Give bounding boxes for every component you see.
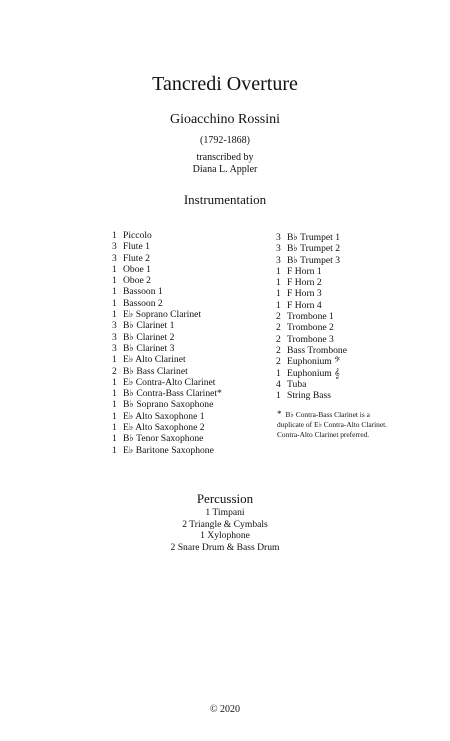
copyright-notice: © 2020: [209, 704, 241, 715]
transcriber-credit: [0, 152, 450, 176]
instrument-qty: 3: [276, 243, 281, 255]
instrument-row: [112, 343, 262, 354]
instrument-name: Trombone 3: [287, 333, 334, 345]
instrument-qty: 1: [276, 299, 281, 311]
instrument-row: [112, 264, 262, 275]
instrument-name: Bassoon 2: [123, 297, 163, 309]
instrument-row: [112, 286, 262, 297]
instrument-row: [112, 433, 262, 444]
instrument-name: B♭ Trumpet 1: [287, 232, 341, 243]
instrument-name: B♭ Clarinet 1: [123, 320, 175, 332]
instrument-row: [112, 320, 262, 331]
instrument-list-left: [112, 230, 262, 456]
instrument-qty: 1: [112, 444, 117, 456]
instrument-qty: 3: [276, 254, 281, 266]
instrument-row: [276, 311, 426, 322]
footnote: [277, 410, 437, 439]
instrument-name: E♭ Alto Saxophone 2: [123, 422, 205, 434]
instrument-name: B♭ Trumpet 2: [287, 243, 341, 255]
instrument-qty: 1: [276, 390, 281, 402]
instrument-qty: 1: [112, 354, 117, 366]
instrument-row: [112, 298, 262, 309]
transcriber-name: Diana L. Appler: [192, 164, 258, 175]
instrument-row: [112, 230, 262, 241]
instrument-name: Flute 1: [123, 241, 150, 253]
instrument-qty: 2: [276, 344, 281, 356]
instrument-row: [276, 379, 426, 390]
instrument-qty: 2: [276, 333, 281, 345]
instrument-name: Oboe 1: [123, 263, 151, 275]
instrument-name: B♭ Soprano Saxophone: [123, 399, 214, 411]
footnote-line: duplicate of E♭ Contra-Alto Clarinet.: [277, 419, 388, 429]
instrument-row: [276, 288, 426, 299]
instrument-row: [112, 275, 262, 286]
instrument-row: [112, 411, 262, 422]
instrument-name: B♭ Bass Clarinet: [123, 365, 188, 377]
instrument-row: [112, 445, 262, 456]
instrument-name: E♭ Soprano Clarinet: [123, 309, 202, 321]
instrument-row: [276, 334, 426, 345]
instrument-row: [112, 332, 262, 343]
instrument-row: [276, 243, 426, 254]
instrument-name: Bass Trombone: [287, 344, 347, 356]
instrument-row: [276, 390, 426, 401]
instrument-name: Euphonium 𝄢: [287, 356, 341, 368]
percussion-item: 2 Snare Drum & Bass Drum: [170, 541, 280, 553]
instrument-name: Bassoon 1: [123, 286, 163, 298]
instrument-row: [276, 345, 426, 356]
instrument-row: [112, 422, 262, 433]
instrument-name: E♭ Baritone Saxophone: [123, 444, 214, 456]
instrument-qty: 1: [276, 367, 281, 379]
instrument-name: B♭ Trumpet 3: [287, 254, 341, 266]
instrument-qty: 2: [276, 322, 281, 334]
instrument-name: Trombone 2: [287, 322, 334, 334]
instrument-list-right: [276, 232, 426, 401]
instrument-row: [276, 300, 426, 311]
instrument-row: [276, 232, 426, 243]
instrument-qty: 1: [112, 309, 117, 321]
instrument-qty: 1: [112, 410, 117, 422]
footnote-line: B♭ Contra-Bass Clarinet is a: [285, 410, 370, 419]
instrument-qty: 2: [112, 365, 117, 377]
instrument-qty: 1: [276, 288, 281, 300]
instrument-qty: 1: [112, 422, 117, 434]
instrument-qty: 3: [112, 331, 117, 343]
instrument-qty: 1: [276, 265, 281, 277]
instrument-qty: 3: [112, 241, 117, 253]
instrument-qty: 2: [276, 356, 281, 368]
instrument-name: F Horn 2: [287, 277, 322, 289]
instrument-name: E♭ Contra-Alto Clarinet: [123, 376, 216, 388]
instrument-row: [112, 366, 262, 377]
instrument-name: B♭ Contra-Bass Clarinet*: [123, 388, 222, 400]
instrument-name: Flute 2: [123, 252, 150, 264]
instrument-row: [112, 253, 262, 264]
instrument-name: B♭ Tenor Saxophone: [123, 433, 204, 445]
instrument-row: [112, 399, 262, 410]
instrument-name: Euphonium 𝄞: [287, 367, 340, 379]
composer-dates: (1792-1868): [200, 135, 250, 146]
instrument-row: [112, 388, 262, 399]
instrument-row: [276, 356, 426, 367]
instrument-qty: 1: [112, 230, 117, 241]
instrument-qty: 1: [112, 286, 117, 298]
instrument-name: Piccolo: [123, 230, 152, 241]
instrument-qty: 3: [112, 320, 117, 332]
instrumentation-heading: Instrumentation: [183, 192, 267, 207]
footnote-line: Contra-Alto Clarinet preferred.: [277, 429, 370, 439]
instrument-qty: 3: [276, 232, 281, 243]
instrument-name: B♭ Clarinet 3: [123, 342, 175, 354]
instrument-qty: 3: [112, 342, 117, 354]
instrument-qty: 1: [112, 376, 117, 388]
instrument-row: [112, 309, 262, 320]
instrument-row: [276, 322, 426, 333]
instrument-row: [112, 241, 262, 252]
instrument-name: F Horn 4: [287, 299, 322, 311]
footnote-mark: *: [277, 409, 282, 419]
instrument-name: String Bass: [287, 390, 331, 402]
instrument-row: [276, 266, 426, 277]
instrument-qty: 1: [112, 275, 117, 287]
percussion-item: 1 Xylophone: [200, 530, 250, 542]
instrument-row: [112, 377, 262, 388]
instrument-name: B♭ Clarinet 2: [123, 331, 175, 343]
percussion-item: 2 Triangle & Cymbals: [182, 518, 268, 530]
composer-name: Gioacchino Rossini: [169, 112, 281, 127]
instrument-qty: 1: [112, 399, 117, 411]
instrument-qty: 1: [112, 297, 117, 309]
instrument-qty: 4: [276, 378, 281, 390]
instrument-qty: 3: [112, 252, 117, 264]
instrument-row: [276, 368, 426, 379]
page-title: Tancredi Overture: [152, 73, 298, 95]
instrument-name: F Horn 1: [287, 265, 322, 277]
percussion-item: 1 Timpani: [205, 507, 245, 518]
instrument-name: Trombone 1: [287, 311, 334, 323]
instrument-qty: 1: [112, 433, 117, 445]
transcribed-by-label: transcribed by: [196, 152, 254, 163]
instrument-qty: 2: [276, 311, 281, 323]
instrument-qty: 1: [112, 263, 117, 275]
percussion-list: [0, 507, 450, 553]
instrument-qty: 1: [112, 388, 117, 400]
instrument-row: [276, 255, 426, 266]
instrument-qty: 1: [276, 277, 281, 289]
instrument-name: E♭ Alto Saxophone 1: [123, 410, 205, 422]
instrument-name: F Horn 3: [287, 288, 322, 300]
instrument-row: [276, 277, 426, 288]
instrument-row: [112, 354, 262, 365]
instrument-name: Tuba: [287, 378, 307, 390]
percussion-heading: Percussion: [196, 491, 254, 506]
instrument-name: Oboe 2: [123, 275, 151, 287]
instrument-name: E♭ Alto Clarinet: [123, 354, 186, 366]
